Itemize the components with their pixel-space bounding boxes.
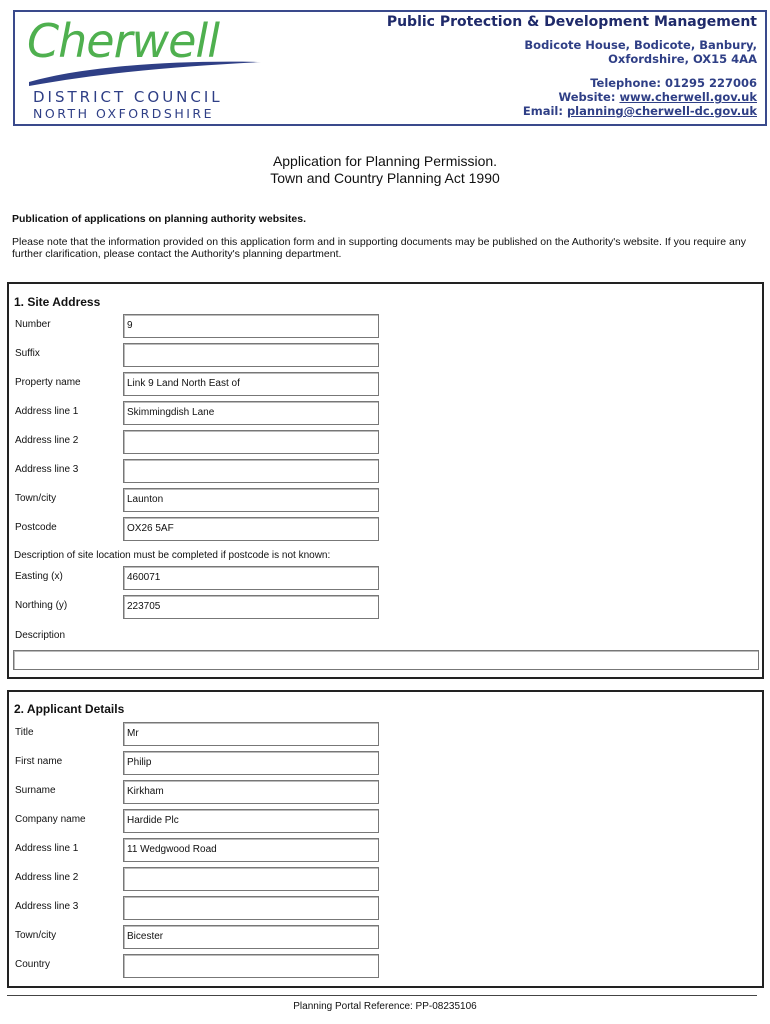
field-label: Number xyxy=(15,319,51,330)
letterhead xyxy=(13,10,767,126)
field-label: Postcode xyxy=(15,522,57,533)
section-title: 1. Site Address xyxy=(14,295,101,309)
field-label: Address line 2 xyxy=(15,435,79,446)
telephone: Telephone: 01295 227006 xyxy=(590,76,757,90)
description-label: Description xyxy=(15,630,66,641)
field-label: First name xyxy=(15,756,63,767)
field-label: Company name xyxy=(15,814,86,825)
address-line-1-field[interactable]: Skimmingdish Lane xyxy=(123,401,379,425)
surname-field[interactable]: Kirkham xyxy=(123,780,379,804)
field-label: Country xyxy=(15,959,51,970)
property-name-field[interactable]: Link 9 Land North East of xyxy=(123,372,379,396)
form-row xyxy=(9,809,762,833)
form-row xyxy=(9,722,762,746)
address-line-3-field[interactable] xyxy=(123,459,379,483)
form-title-line-2: Town and Country Planning Act 1990 xyxy=(270,170,500,186)
footer-divider xyxy=(7,995,757,996)
address-line-2-field[interactable] xyxy=(123,430,379,454)
postcode-field[interactable]: OX26 5AF xyxy=(123,517,379,541)
form-row xyxy=(9,401,762,425)
publication-note: Please note that the information provided on this application form and in supporting documents may be published on the Authority's website. If you require any further clarification, please contact the Authority's planning department. xyxy=(12,236,746,260)
form-row xyxy=(9,566,762,590)
form-row xyxy=(9,459,762,483)
field-label: Easting (x) xyxy=(15,571,63,582)
address-line-1: Bodicote House, Bodicote, Banbury, xyxy=(524,38,757,52)
form-row xyxy=(9,954,762,978)
form-row xyxy=(9,314,762,338)
form-title-line-1: Application for Planning Permission. xyxy=(272,153,498,169)
description-field[interactable] xyxy=(13,650,759,670)
logo-north-oxfordshire: NORTH OXFORDSHIRE xyxy=(33,106,215,121)
first-name-field[interactable]: Philip xyxy=(123,751,379,775)
field-label: Property name xyxy=(15,377,81,388)
number-field[interactable]: 9 xyxy=(123,314,379,338)
site-address-section xyxy=(7,282,764,679)
field-label: Town/city xyxy=(15,493,57,504)
form-row xyxy=(9,867,762,891)
form-row xyxy=(9,595,762,619)
form-row xyxy=(9,430,762,454)
section-title: 2. Applicant Details xyxy=(14,702,125,716)
email-link[interactable]: planning@cherwell-dc.gov.uk xyxy=(566,104,757,118)
easting-field[interactable]: 460071 xyxy=(123,566,379,590)
address-line-1-field[interactable]: 11 Wedgwood Road xyxy=(123,838,379,862)
town-city-field[interactable]: Launton xyxy=(123,488,379,512)
email-label: Email: xyxy=(522,104,567,118)
field-label: Town/city xyxy=(15,930,57,941)
website-row xyxy=(387,90,757,104)
form-title xyxy=(0,153,770,187)
field-label: Address line 1 xyxy=(15,843,79,854)
address-line-2-field[interactable] xyxy=(123,867,379,891)
company-name-field[interactable]: Hardide Plc xyxy=(123,809,379,833)
form-row xyxy=(9,488,762,512)
location-note: Description of site location must be completed if postcode is not known: xyxy=(14,550,331,561)
field-label: Address line 2 xyxy=(15,872,79,883)
address-line-2: Oxfordshire, OX15 4AA xyxy=(608,52,757,66)
applicant-details-section xyxy=(7,690,764,988)
council-contact-block xyxy=(387,14,757,118)
suffix-field[interactable] xyxy=(123,343,379,367)
field-label: Surname xyxy=(15,785,56,796)
department-name: Public Protection & Development Management xyxy=(386,14,757,30)
form-row xyxy=(9,517,762,541)
form-row xyxy=(9,343,762,367)
website-link[interactable]: www.cherwell.gov.uk xyxy=(619,90,757,104)
form-row xyxy=(9,925,762,949)
email-row xyxy=(387,104,757,118)
form-row xyxy=(9,838,762,862)
field-label: Suffix xyxy=(15,348,40,359)
council-logo-wordmark: Cherwell xyxy=(27,14,219,68)
logo-swoosh-icon xyxy=(25,56,265,86)
field-label: Address line 1 xyxy=(15,406,79,417)
form-row xyxy=(9,372,762,396)
town-city-field[interactable]: Bicester xyxy=(123,925,379,949)
form-row xyxy=(9,780,762,804)
northing-field[interactable]: 223705 xyxy=(123,595,379,619)
country-field[interactable] xyxy=(123,954,379,978)
address-line-3-field[interactable] xyxy=(123,896,379,920)
website-label: Website: xyxy=(558,90,620,104)
logo-district-council: DISTRICT COUNCIL xyxy=(33,88,223,106)
field-label: Northing (y) xyxy=(15,600,68,611)
field-label: Address line 3 xyxy=(15,901,79,912)
title-field[interactable]: Mr xyxy=(123,722,379,746)
form-row xyxy=(9,751,762,775)
field-label: Title xyxy=(15,727,34,738)
form-row xyxy=(9,896,762,920)
field-label: Address line 3 xyxy=(15,464,79,475)
portal-reference: Planning Portal Reference: PP-08235106 xyxy=(293,1001,477,1012)
publication-heading: Publication of applications on planning authority websites. xyxy=(12,213,307,225)
